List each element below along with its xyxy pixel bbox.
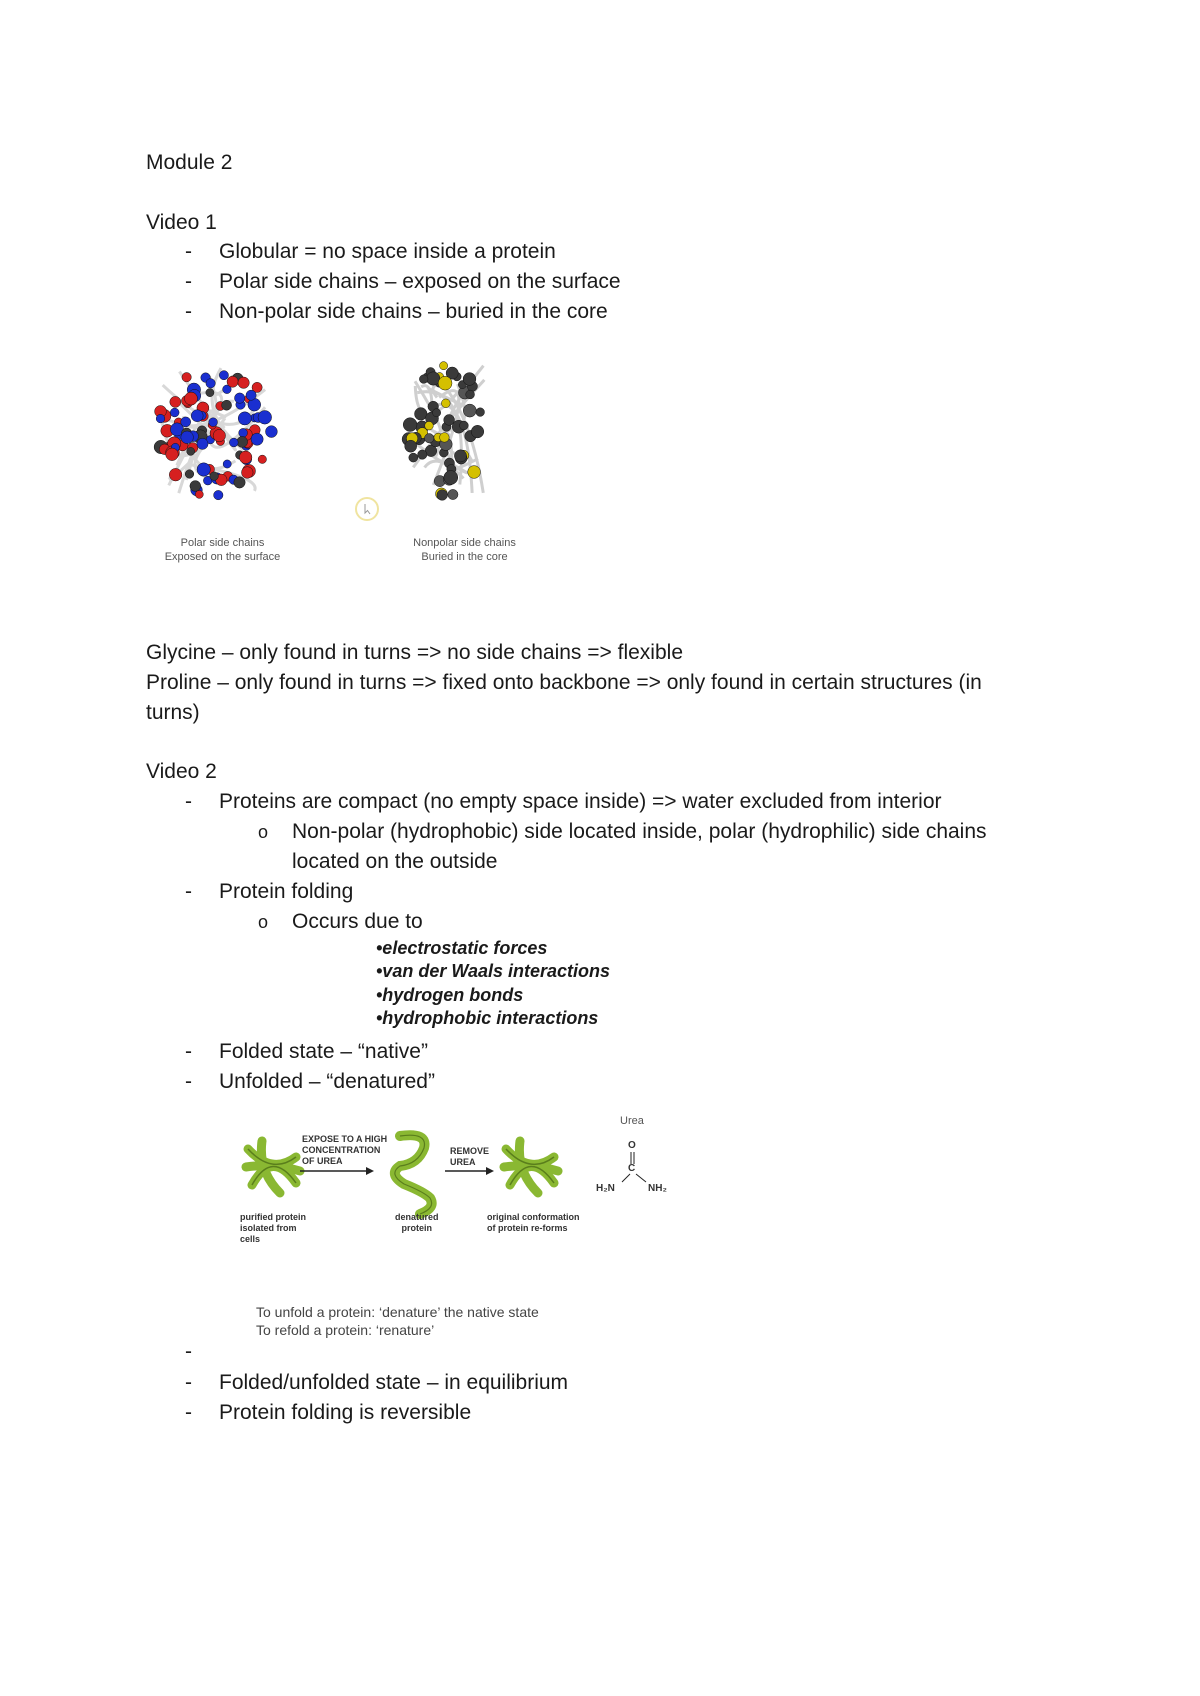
protein-atom: [463, 373, 476, 386]
step2-label-line: [450, 1146, 489, 1168]
protein-atom: [258, 411, 272, 425]
protein-atom: [466, 390, 475, 399]
protein-atom: [468, 466, 481, 479]
protein-atom: [258, 455, 266, 463]
protein-atom: [471, 425, 484, 438]
bullet-dash: -: [185, 880, 192, 903]
protein-atom: [170, 396, 181, 407]
protein-atom: [195, 490, 203, 498]
fig-caption-1-text: purified protein isolated from cells: [240, 1212, 306, 1244]
protein-atom: [425, 421, 434, 430]
force-item: •hydrophobic interactions: [376, 1008, 599, 1028]
bullet-dash: -: [185, 270, 192, 293]
protein-atom: [190, 481, 201, 492]
video2-bullet: Folded/unfolded state – in equilibrium: [219, 1371, 569, 1394]
fig-caption-2-text: denatured protein: [395, 1212, 439, 1233]
protein-atom: [476, 408, 485, 417]
protein-atom: [219, 371, 228, 380]
nonpolar-caption-line1: Nonpolar side chains: [413, 537, 516, 549]
bullet-dash: -: [185, 1040, 192, 1063]
protein-atom: [223, 460, 231, 468]
protein-atom: [246, 390, 256, 400]
protein-atom: [187, 447, 195, 455]
protein-atom: [251, 433, 263, 445]
bullet-dash: -: [185, 240, 192, 263]
protein-atom: [463, 404, 476, 417]
protein-atom: [415, 408, 428, 421]
protein-atom: [234, 477, 245, 488]
fig-caption-2: [395, 1212, 439, 1234]
module-title: Module 2: [146, 151, 233, 174]
force-item: •van der Waals interactions: [376, 961, 611, 981]
bullet-dash: -: [185, 300, 192, 323]
proline-line-1: Proline – only found in turns => fixed onto backbone => only found in certain structures (in: [146, 671, 982, 694]
protein-atom: [438, 376, 452, 390]
video2-heading: Video 2: [146, 760, 217, 783]
step1-label-text: EXPOSE TO A HIGH CONCENTRATION OF UREA: [302, 1134, 388, 1166]
denatured-protein-image: [390, 1128, 450, 1218]
protein-atom: [448, 489, 458, 499]
folded-protein-image: [240, 1135, 305, 1200]
protein-atom: [440, 362, 448, 370]
protein-atom: [185, 392, 198, 405]
protein-atom: [209, 418, 218, 427]
protein-atom: [206, 389, 214, 397]
protein-atom: [181, 417, 191, 427]
protein-atom: [239, 428, 248, 437]
bullet-dash: -: [185, 1340, 192, 1363]
video1-bullet: Globular = no space inside a protein: [219, 240, 556, 263]
protein-atom: [206, 379, 215, 388]
protein-atom: [170, 408, 179, 417]
video2-subbullet: Non-polar (hydrophobic) side located inside, polar (hydrophilic) side chains: [292, 820, 987, 843]
video2-bullet: Protein folding: [219, 880, 354, 903]
sub-bullet-circle: o: [258, 822, 269, 842]
protein-atom: [197, 438, 208, 449]
fig-caption-3-text: original conformation of protein re-forms: [487, 1212, 580, 1233]
protein-atom: [166, 448, 179, 461]
protein-atom: [197, 463, 210, 476]
step1-label-line: [302, 1134, 387, 1167]
protein-atom: [238, 377, 249, 388]
protein-atom: [460, 421, 469, 430]
protein-atom: [418, 450, 427, 459]
polar-caption-line2: Exposed on the surface: [164, 551, 281, 563]
force-item: •electrostatic forces: [376, 938, 548, 958]
video2-bullet: Unfolded – “denatured”: [219, 1070, 435, 1093]
denature-note-2: To refold a protein: ‘renature’: [256, 1322, 435, 1338]
glycine-line: Glycine – only found in turns => no side chains => flexible: [146, 641, 683, 664]
video2-bullet: Protein folding is reversible: [219, 1401, 472, 1424]
denature-note-1: To unfold a protein: ‘denature’ the native state: [256, 1304, 539, 1320]
force-item: •hydrogen bonds: [376, 985, 524, 1005]
video2-bullet: Folded state – “native”: [219, 1040, 428, 1063]
fig-caption-3: [487, 1212, 580, 1234]
protein-atom: [169, 468, 182, 481]
protein-atom: [182, 373, 191, 382]
urea-h2n: H₂N: [596, 1183, 615, 1194]
proline-line-2: turns): [146, 701, 200, 724]
urea-nh2: NH₂: [648, 1183, 667, 1194]
protein-atom: [440, 433, 450, 443]
urea-title: Urea: [620, 1115, 644, 1127]
protein-atom: [405, 440, 417, 452]
cursor-highlight-icon: [354, 496, 380, 522]
protein-atom: [238, 412, 251, 425]
protein-atom: [409, 453, 418, 462]
bullet-dash: -: [185, 1401, 192, 1424]
polar-caption-line1: Polar side chains: [180, 537, 265, 549]
fig-caption-1: [240, 1212, 306, 1245]
protein-atom: [181, 431, 194, 444]
protein-atom: [227, 376, 238, 387]
video1-bullet: Polar side chains – exposed on the surface: [219, 270, 621, 293]
bullet-dash: -: [185, 790, 192, 813]
nonpolar-protein-image: [400, 355, 510, 515]
protein-atom: [156, 414, 165, 423]
protein-atom: [454, 450, 466, 462]
protein-atom: [222, 400, 232, 410]
protein-atom: [191, 410, 203, 422]
video2-subbullet-cont: located on the outside: [292, 850, 498, 873]
urea-carbon: C: [628, 1163, 636, 1174]
step2-label-text: REMOVE UREA: [450, 1146, 490, 1167]
protein-atom: [213, 429, 225, 441]
sub-bullet-circle: o: [258, 912, 269, 932]
protein-atom: [427, 372, 440, 385]
video1-heading: Video 1: [146, 211, 217, 234]
protein-atom: [425, 434, 434, 443]
bullet-dash: -: [185, 1371, 192, 1394]
protein-atom: [419, 375, 428, 384]
protein-atom: [444, 471, 458, 485]
refolded-protein-image: [498, 1135, 563, 1200]
video2-subbullet: Occurs due to: [292, 910, 423, 933]
protein-atom: [441, 399, 450, 408]
protein-atom: [242, 467, 254, 479]
protein-atom: [403, 418, 417, 432]
protein-atom: [185, 470, 194, 479]
protein-atom: [214, 490, 223, 499]
bullet-dash: -: [185, 1070, 192, 1093]
video2-bullet: Proteins are compact (no empty space inside) => water excluded from interior: [219, 790, 942, 813]
urea-oxygen: O: [628, 1140, 636, 1151]
protein-atom: [444, 415, 455, 426]
protein-atom: [266, 426, 278, 438]
protein-atom: [235, 393, 245, 403]
video1-bullet: Non-polar side chains – buried in the core: [219, 300, 608, 323]
nonpolar-caption-line2: Buried in the core: [421, 551, 508, 563]
protein-atom: [239, 451, 252, 464]
polar-protein-image: [150, 355, 280, 515]
protein-atom: [229, 438, 238, 447]
protein-atom: [210, 472, 219, 481]
protein-atom: [433, 409, 441, 417]
arrow-icon: [300, 1166, 375, 1176]
protein-atom: [437, 490, 448, 501]
